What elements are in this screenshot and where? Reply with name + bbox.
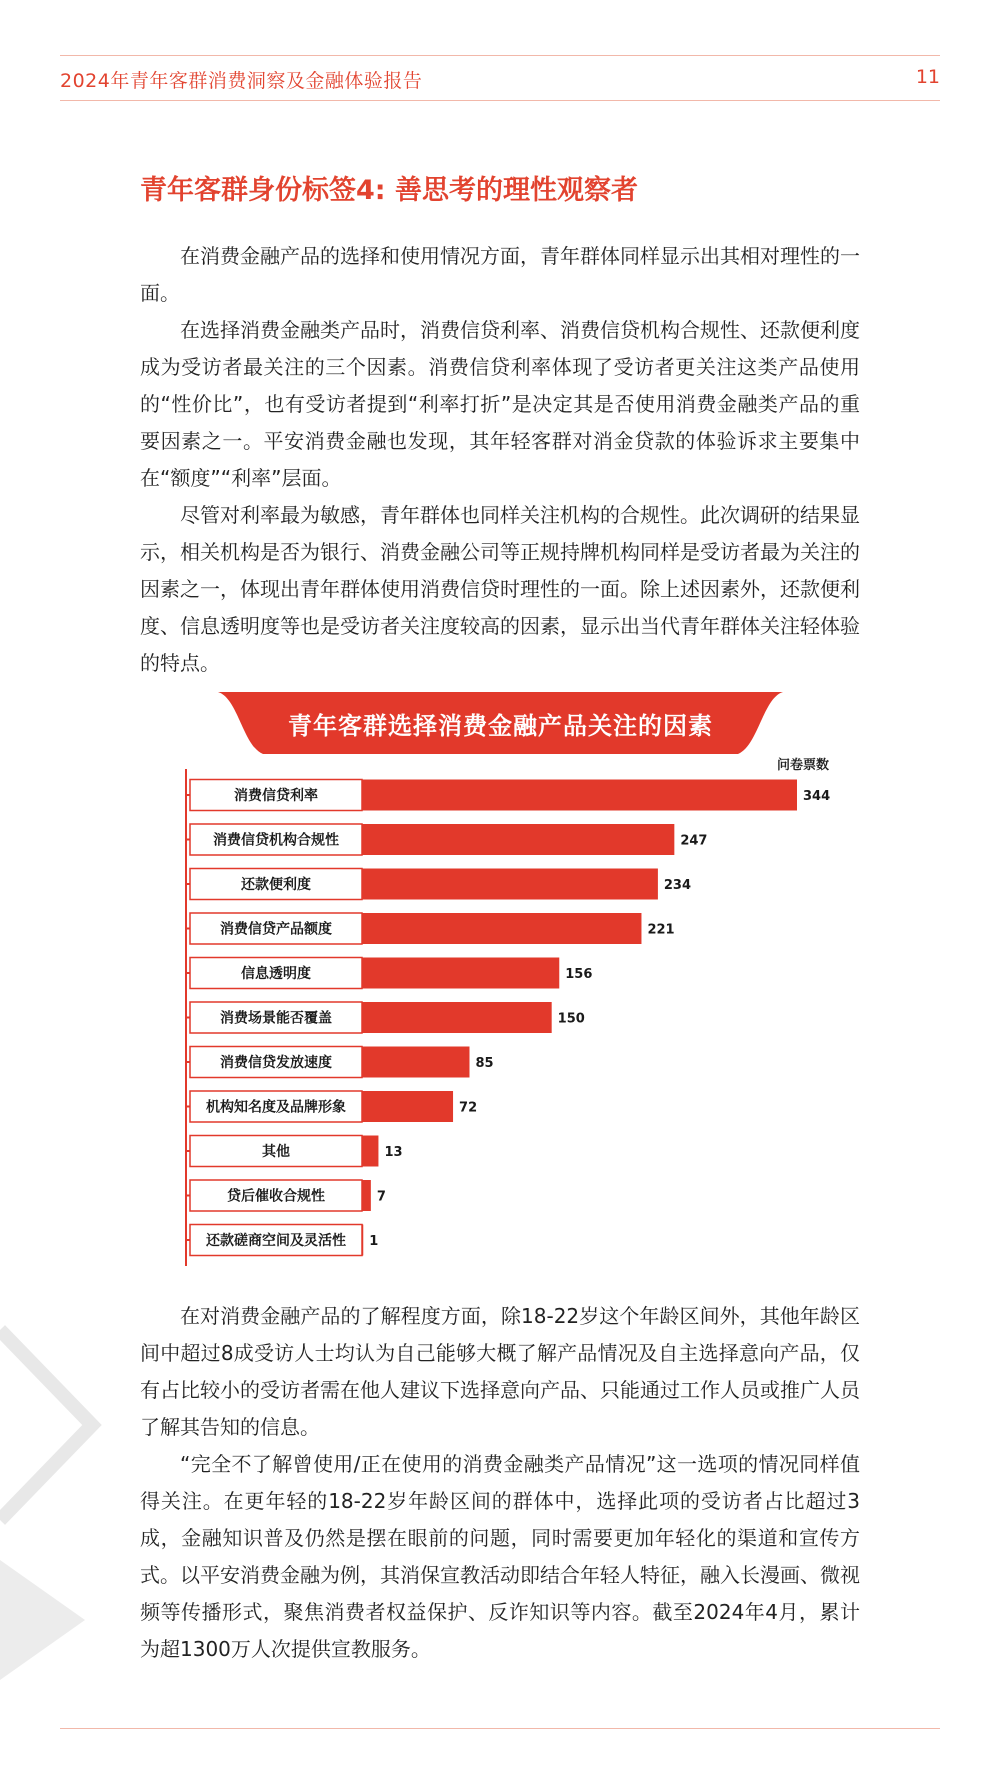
bar [362, 958, 559, 989]
bar [362, 1136, 378, 1167]
bar-value-label: 344 [803, 789, 831, 804]
decorative-diamond-outline [0, 1310, 110, 1540]
chart-title: 青年客群选择消费金融产品关注的因素 [288, 711, 713, 740]
bar [362, 1180, 371, 1211]
bar-chart [0, 755, 1000, 1275]
bar [362, 913, 641, 944]
decorative-diamond-solid [0, 1560, 90, 1680]
category-label: 消费信贷发放速度 [220, 1055, 332, 1071]
bar-value-label: 247 [680, 833, 708, 849]
bar [362, 824, 674, 855]
page-number: 11 [915, 66, 940, 88]
bar-value-label: 234 [663, 878, 692, 893]
bar-value-label: 221 [647, 922, 675, 938]
paragraph: 在对消费金融产品的了解程度方面，除18-22岁这个年龄区间外，其他年龄区间中超过8成受访人士均认为自己能够大概了解产品情况及自主选择意向产品，仅有占比较小的受访者需在他人建议下选择意向产品、只能通过工作人员或推广人员了解其告知的信息。 [140, 1304, 860, 1439]
category-label: 信息透明度 [241, 966, 311, 982]
bar [362, 1091, 453, 1122]
category-label: 机构知名度及品牌形象 [206, 1099, 346, 1116]
category-label: 其他 [262, 1144, 290, 1160]
value-axis-label: 问卷票数 [776, 758, 829, 773]
bar-value-label: 13 [384, 1145, 403, 1160]
header-bottom-rule [60, 100, 940, 101]
bar-value-label: 150 [557, 1011, 585, 1027]
bar-value-label: 72 [459, 1100, 478, 1116]
bar-value-label: 7 [376, 1189, 386, 1205]
paragraph: 尽管对利率最为敏感，青年群体也同样关注机构的合规性。此次调研的结果显示，相关机构是否为银行、消费金融公司等正规持牌机构同样是受访者最为关注的因素之一，体现出青年群体使用消费信贷时理性的一面。除上述因素外，还款便利度、信息透明度等也是受访者关注度较高的因素，显示出当代青年群体关注轻体验的特点。 [140, 503, 860, 675]
category-label: 消费信贷利率 [234, 788, 318, 804]
header-top-rule [60, 55, 940, 56]
report-title: 2024年青年客群消费洞察及金融体验报告 [60, 70, 423, 92]
category-label: 还款磋商空间及灵活性 [206, 1233, 346, 1249]
bar-value-label: 85 [475, 1056, 494, 1071]
category-label: 消费信贷机构合规性 [213, 832, 339, 849]
category-label: 消费场景能否覆盖 [220, 1010, 332, 1027]
paragraph: 在选择消费金融类产品时，消费信贷利率、消费信贷机构合规性、还款便利度成为受访者最关注的三个因素。消费信贷利率体现了受访者更关注这类产品使用的“性价比”，也有受访者提到“利率打折”是决定其是否使用消费金融类产品的重要因素之一。平安消费金融也发现，其年轻客群对消金贷款的体验诉求主要集中在“额度”“利率”层面。 [140, 318, 860, 490]
bar-value-label: 156 [565, 967, 593, 982]
category-label: 贷后催收合规性 [227, 1188, 325, 1205]
footer-rule [60, 1728, 940, 1729]
paragraph: “完全不了解曾使用/正在使用的消费金融类产品情况”这一选项的情况同样值得关注。在更年轻的18-22岁年龄区间的群体中，选择此项的受访者占比超过3成，金融知识普及仍然是摆在眼前的问题，同时需要更加年轻化的渠道和宣传方式。以平安消费金融为例，其消保宣教活动即结合年轻人特征，融入长漫画、微视频等传播形式，聚焦消费者权益保护、反诈知识等内容。截至2024年4月，累计为超1300万人次提供宣教服务。 [140, 1452, 860, 1661]
bar-value-label: 1 [369, 1234, 379, 1249]
bar [362, 1047, 469, 1078]
body-text-bottom [140, 1298, 860, 1668]
body-text-top [140, 238, 860, 682]
paragraph: 在消费金融产品的选择和使用情况方面，青年群体同样显示出其相对理性的一面。 [140, 244, 860, 305]
bar [362, 1002, 552, 1033]
category-label: 还款便利度 [241, 877, 311, 893]
bar [362, 869, 658, 900]
bar [362, 780, 797, 811]
section-title: 青年客群身份标签4: 善思考的理性观察者 [140, 175, 638, 206]
bar [362, 1225, 363, 1256]
category-label: 消费信贷产品额度 [220, 921, 332, 938]
